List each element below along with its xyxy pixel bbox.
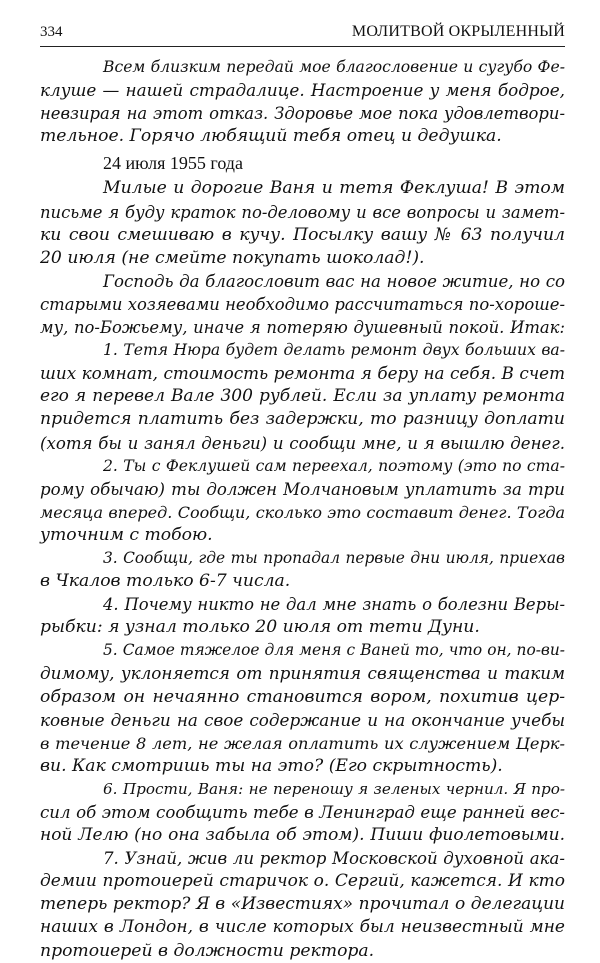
text-line: Милые и дорогие Ваня и тетя Феклуша! В этом	[103, 178, 565, 199]
text-line: 2. Ты с Феклушей сам переехал, поэтому (это по ста-	[103, 456, 565, 475]
text-line: (хотя бы и занял деньги) и сообщи мне, и я вышлю денег.	[40, 433, 565, 453]
page-header	[40, 20, 565, 47]
running-title: МОЛИТВОЙ ОКРЫЛЕННЫЙ	[351, 23, 565, 40]
text-line: протоиерей в должности ректора.	[40, 940, 375, 961]
text-line: 20 июля (не смейте покупать шоколад!).	[40, 247, 425, 268]
text-line: Господь да благословит вас на новое житие, но со	[103, 271, 565, 291]
page-number: 334	[40, 24, 63, 40]
text-line: Всем близким передай мое благословение и сугубо Фе-	[103, 58, 565, 76]
text-line: образом он нечаянно становится вором, похитив цер-	[40, 686, 565, 707]
text-line: рыбки: я узнал только 20 июля от тети Дуни.	[40, 617, 480, 638]
text-line: 7. Узнай, жив ли ректор Московской духовной ака-	[103, 849, 565, 869]
text-line: невзирая на этот отказ. Здоровье мое пока удовлетвори-	[40, 104, 565, 124]
text-line: ковные деньги на свое содержание и на окончание учебы	[40, 709, 565, 730]
text-line: придется платить без задержки, то разницу доплати	[40, 409, 565, 430]
text-line: демии протоиерей старичок о. Сергий, кажется. И кто	[40, 871, 565, 892]
text-line: 5. Самое тяжелое для меня с Ваней то, что он, по-ви-	[103, 641, 565, 660]
text-line: его я перевел Вале 300 рублей. Если за уплату ремонта	[40, 386, 565, 407]
text-line: димому, уклоняется от принятия священства и таким	[40, 663, 565, 684]
text-line: в Чкалов только 6-7 числа.	[40, 571, 291, 592]
text-line: сил об этом сообщить тебе в Ленинград еще ранней вес-	[40, 803, 565, 822]
text-line: ви. Как смотришь ты на это? (Его скрытность).	[40, 755, 503, 776]
text-line: 3. Сообщи, где ты пропадал первые дни июля, приехав	[103, 548, 565, 567]
page-body	[40, 56, 565, 963]
text-line: ной Лелю (но она забыла об этом). Пиши фиолетовыми.	[40, 825, 565, 846]
text-line: ки свои смешиваю в кучу. Посылку вашу № 63 получил	[40, 224, 565, 245]
text-line: му, по-Божьему, иначе я потеряю душевный покой. Итак:	[40, 318, 565, 338]
text-line: письме я буду краток по-деловому и все вопросы и замет-	[40, 202, 565, 222]
text-line: 4. Почему никто не дал мне знать о болезни Веры-	[103, 595, 565, 615]
text-line: рому обычаю) ты должен Молчановым уплатить за три	[40, 479, 565, 499]
letter-date: 24 июля 1955 года	[103, 153, 243, 174]
text-line: наших в Лондон, в числе которых был неизвестный мне	[40, 917, 565, 938]
text-line: теперь ректор? Я в «Известиях» прочитал о делегации	[40, 894, 565, 915]
text-line: ших комнат, стоимость ремонта я беру на себя. В счет	[40, 363, 565, 384]
text-line: месяца вперед. Сообщи, сколько это составит денег. Тогда	[40, 502, 565, 522]
text-line: в течение 8 лет, не желая оплатить их служением Церк-	[40, 733, 565, 753]
text-line: уточним с тобою.	[40, 524, 213, 545]
text-line: тельное. Горячо любящий тебя отец и дедушка.	[40, 126, 502, 147]
text-line: старыми хозяевами необходимо рассчитаться по-хороше-	[40, 294, 565, 314]
text-line: 1. Тетя Нюра будет делать ремонт двух больших ва-	[103, 341, 565, 360]
text-line: клуше — нашей страдалице. Настроение у меня бодрое,	[40, 80, 565, 101]
text-line: 6. Прости, Ваня: не переношу я зеленых чернил. Я про-	[103, 779, 565, 798]
